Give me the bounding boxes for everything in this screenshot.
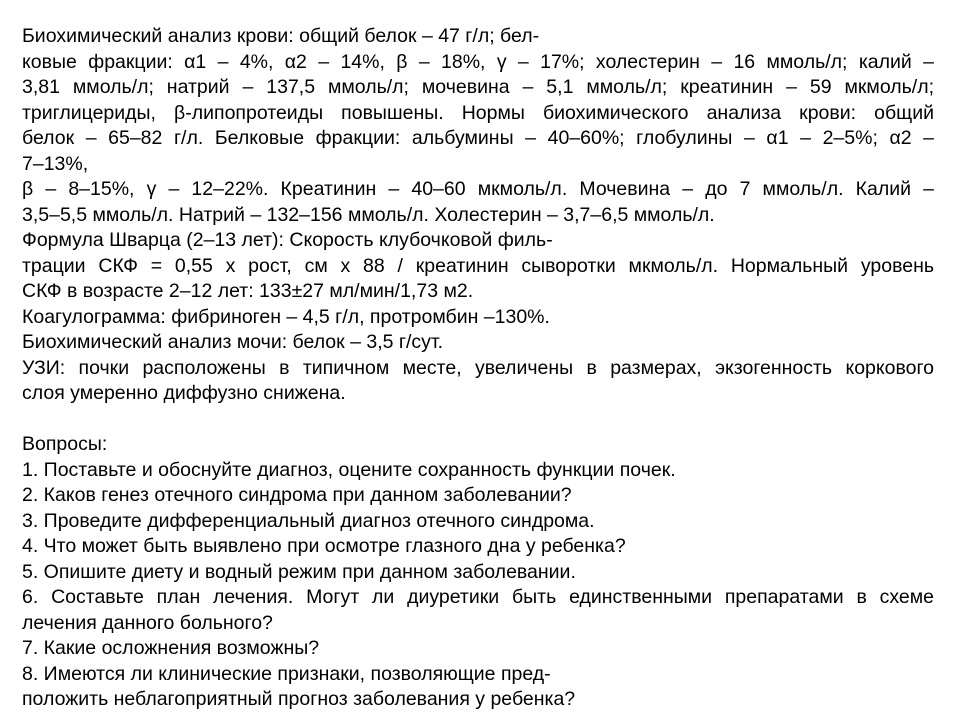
- text-line: ковые фракции: α1 – 4%, α2 – 14%, β – 18%, γ – 17%; холестерин – 16 ммоль/л; калий –: [22, 50, 934, 73]
- question-line: 3. Проведите дифференциальный диагноз отечного синдрома.: [22, 509, 595, 532]
- text-line: Формула Шварца (2–13 лет): Скорость клубочковой филь-: [22, 229, 553, 251]
- document-text: [22, 24, 934, 713]
- question-line: 8. Имеются ли клинические признаки, позволяющие пред-: [22, 662, 551, 685]
- text-line: Коагулограмма: фибриноген – 4,5 г/л, протромбин –130%.: [22, 305, 550, 328]
- question-line: положить неблагоприятный прогноз заболевания у ребенка?: [22, 688, 576, 710]
- text-line: 3,81 ммоль/л; натрий – 137,5 ммоль/л; мочевина – 5,1 ммоль/л; креатинин – 59 мкмоль/л;: [22, 76, 934, 98]
- text-line: слоя умеренно диффузно снижена.: [22, 382, 346, 404]
- question-line: 7. Какие осложнения возможны?: [22, 637, 320, 659]
- text-line: белок – 65–82 г/л. Белковые фракции: альбумины – 40–60%; глобулины – α1 – 2–5%; α2 –: [22, 127, 934, 149]
- questions-heading: Вопросы:: [22, 433, 108, 455]
- text-line: трации СКФ = 0,55 х рост, см х 88 / креатинин сыворотки мкмоль/л. Нормальный уровень: [22, 254, 934, 277]
- text-line: Биохимический анализ крови: общий белок – 47 г/л; бел-: [22, 25, 540, 47]
- text-line: Биохимический анализ мочи: белок – 3,5 г/сут.: [22, 331, 444, 353]
- text-line: 3,5–5,5 ммоль/л. Натрий – 132–156 ммоль/л. Холестерин – 3,7–6,5 ммоль/л.: [22, 203, 715, 226]
- text-line: триглицериды, β-липопротеиды повышены. Нормы биохимического анализа крови: общий: [22, 101, 934, 124]
- text-line: СКФ в возрасте 2–12 лет: 133±27 мл/мин/1,73 м2.: [22, 280, 474, 302]
- question-line: 5. Опишите диету и водный режим при данном заболевании.: [22, 560, 576, 583]
- question-line: 4. Что может быть выявлено при осмотре глазного дна у ребенка?: [22, 535, 626, 557]
- question-line: лечения данного больного?: [22, 611, 273, 634]
- paragraph-spacer: [22, 407, 934, 433]
- lab-results-section: [22, 24, 934, 407]
- text-line: β – 8–15%, γ – 12–22%. Креатинин – 40–60 мкмоль/л. Мочевина – до 7 ммоль/л. Калий –: [22, 178, 934, 200]
- text-line: УЗИ: почки расположены в типичном месте, увеличены в размерах, экзогенность коркового: [22, 356, 934, 379]
- question-line: 2. Каков генез отечного синдрома при данном заболевании?: [22, 484, 572, 506]
- question-line: 6. Составьте план лечения. Могут ли диуретики быть единственными препаратами в схеме: [22, 586, 934, 608]
- questions-section: [22, 432, 934, 713]
- text-line: 7–13%,: [22, 152, 89, 175]
- question-line: 1. Поставьте и обоснуйте диагноз, оцените сохранность функции почек.: [22, 458, 676, 481]
